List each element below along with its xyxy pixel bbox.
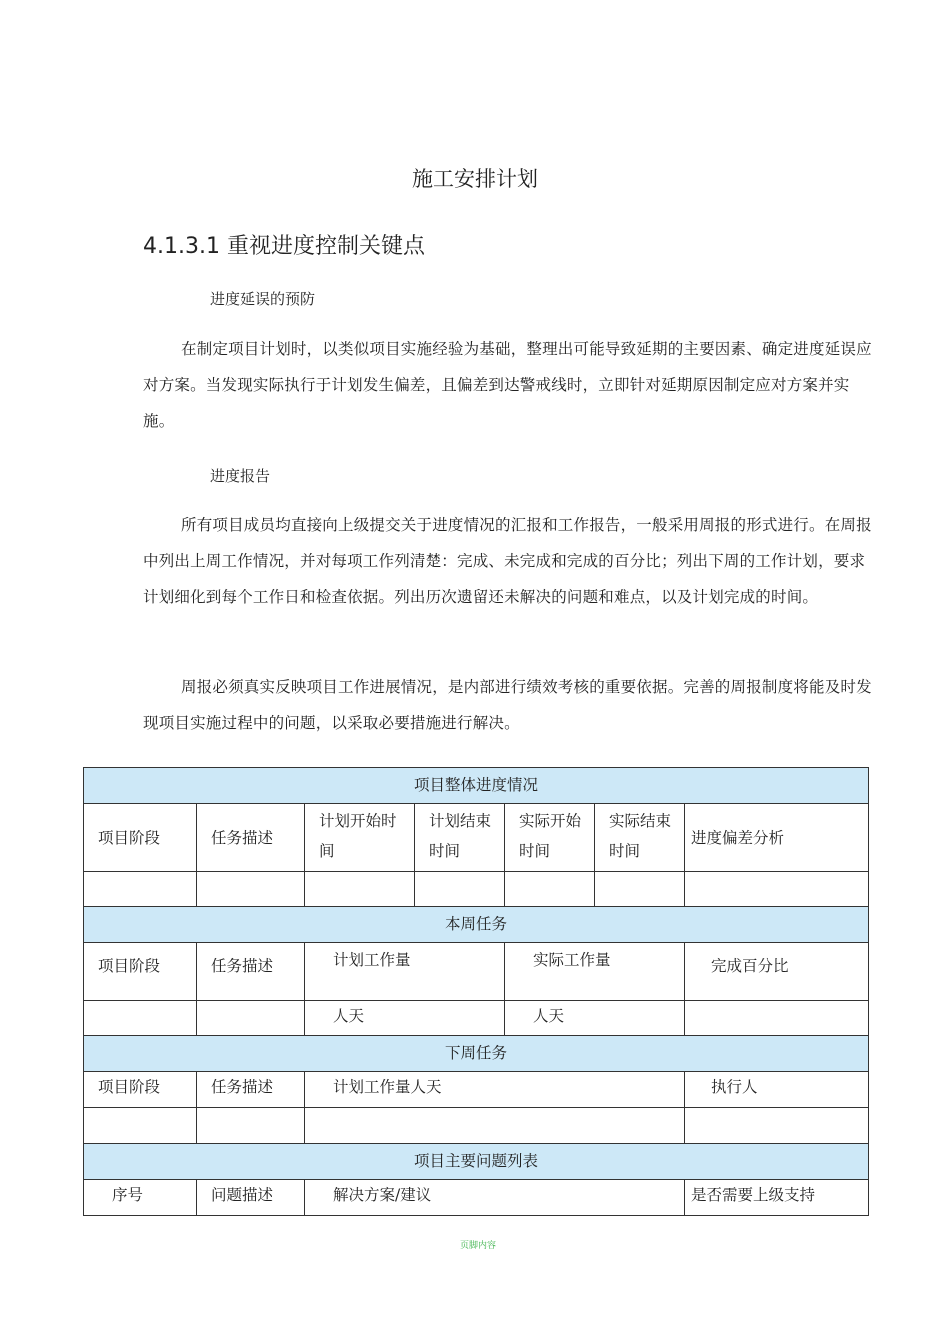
header-cell: 执行人 [711, 1078, 758, 1096]
header-cell: 计划工作量人天 [333, 1078, 442, 1096]
band-this-week [84, 907, 869, 943]
header-cell: 解决方案/建议 [333, 1186, 432, 1204]
header-cell: 实际结束时间 [609, 812, 672, 860]
header-cell: 项目阶段 [98, 828, 161, 847]
paragraph-delay-prevention: 在制定项目计划时，以类似项目实施经验为基础，整理出可能导致延期的主要因素、确定进度延误应对方案。当发现实际执行于计划发生偏差，且偏差到达警戒线时，立即针对延期原因制定应对方案并实施。 [143, 340, 872, 430]
band-issues-label: 项目主要问题列表 [413, 1152, 538, 1170]
band-this-week-label: 本周任务 [444, 915, 507, 933]
this-week-header-row [84, 943, 869, 1001]
header-cell: 项目阶段 [98, 957, 161, 975]
issues-header-row [84, 1180, 869, 1216]
band-overall [84, 768, 869, 804]
next-week-header-row [84, 1072, 869, 1108]
paragraph-progress-report: 所有项目成员均直接向上级提交关于进度情况的汇报和工作报告，一般采用周报的形式进行。在周报中列出上周工作情况，并对每项工作列清楚：完成、未完成和完成的百分比；列出下周的工作计划，要求计划细化到每个工作日和检查依据。列出历次遗留还未解决的问题和难点，以及计划完成的时间。 [143, 516, 872, 606]
header-cell: 问题描述 [211, 1186, 274, 1204]
header-cell: 计划工作量 [333, 951, 411, 969]
unit-actual: 人天 [533, 1007, 565, 1025]
paragraph-weekly-report: 周报必须真实反映项目工作进展情况，是内部进行绩效考核的重要依据。完善的周报制度将能及时发现项目实施过程中的问题，以采取必要措施进行解决。 [143, 678, 872, 732]
overall-header-row [84, 804, 869, 872]
band-next-week-label: 下周任务 [444, 1044, 507, 1062]
header-cell: 计划开始时间 [319, 812, 397, 860]
header-cell: 序号 [112, 1186, 144, 1204]
unit-planned: 人天 [333, 1007, 365, 1025]
band-overall-label: 项目整体进度情况 [413, 776, 538, 794]
subheading-progress-report: 进度报告 [210, 467, 271, 485]
header-cell: 项目阶段 [98, 1078, 161, 1096]
page-title: 施工安排计划 [412, 167, 538, 191]
page-footer: 页脚内容 [460, 1241, 497, 1251]
header-cell: 实际开始时间 [519, 812, 582, 860]
header-cell: 任务描述 [211, 1078, 274, 1096]
header-cell: 进度偏差分析 [691, 828, 785, 847]
header-cell: 完成百分比 [711, 957, 789, 975]
progress-table [83, 767, 869, 1216]
band-issues [84, 1144, 869, 1180]
header-cell: 实际工作量 [533, 951, 611, 969]
header-cell: 是否需要上级支持 [691, 1186, 816, 1204]
section-heading: 4.1.3.1 重视进度控制关键点 [143, 234, 425, 259]
header-cell: 任务描述 [211, 828, 274, 847]
next-week-empty-row [84, 1108, 869, 1144]
subheading-delay-prevention: 进度延误的预防 [210, 290, 316, 308]
band-next-week [84, 1036, 869, 1072]
this-week-unit-row [84, 1001, 869, 1036]
overall-empty-row [84, 872, 869, 907]
header-cell: 任务描述 [211, 957, 274, 975]
header-cell: 计划结束时间 [429, 812, 492, 860]
